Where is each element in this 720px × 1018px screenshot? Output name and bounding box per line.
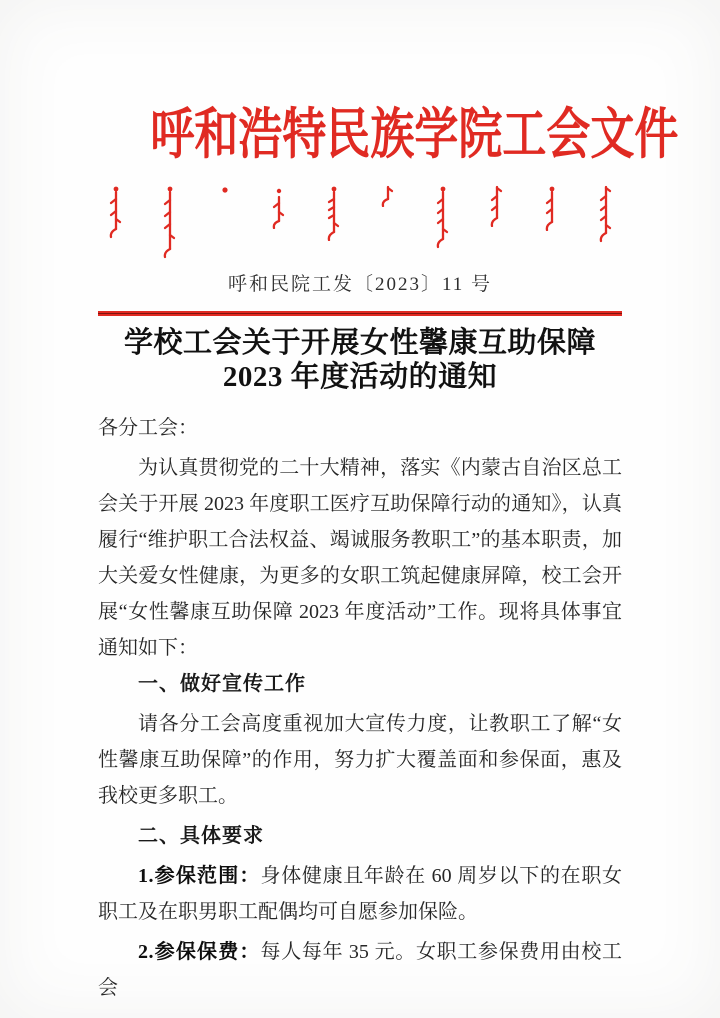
mongolian-script-icon xyxy=(489,185,505,227)
notice-title-line2: 2023 年度活动的通知 xyxy=(222,361,498,393)
item-scope-text: 身体健康且年龄在 60 周岁以下的在职女职工及在职男职工配偶均可自愿参加保险。 xyxy=(98,865,623,923)
item-premium-label: 2.参保保费： xyxy=(138,941,261,963)
paragraph-intro: 为认真贯彻党的二十大精神，落实《内蒙古自治区总工会关于开展 2023 年度职工医疗互助保障行动的通知》，认真履行“维护职工合法权益、竭诚服务教职工”的基本职责，加大关爱女性健康，为更多的女职工筑起健康屏障，校工会开展“女性馨康互助保障 2023 年度活动”工作。现将具体事宜通知如下： xyxy=(98,457,622,659)
section-heading-2: 二、具体要求 xyxy=(138,825,264,847)
mongolian-script-icon xyxy=(326,185,342,241)
salutation: 各分工会： xyxy=(98,417,198,439)
item-scope-label: 1.参保范围： xyxy=(138,865,261,887)
section-heading-1: 一、做好宣传工作 xyxy=(138,673,306,695)
item-scope xyxy=(98,858,622,930)
mongolian-script-icon xyxy=(162,185,178,259)
notice-body xyxy=(98,410,622,1006)
mongolian-script-icon xyxy=(271,185,287,229)
item-premium-text: 每人每年 35 元。女职工参保费用由校工会 xyxy=(98,941,623,999)
letterhead-org-title: 呼和浩特民族学院工会文件 xyxy=(150,104,679,165)
mongolian-script-icon xyxy=(217,185,233,197)
mongolian-script-band xyxy=(98,185,622,263)
document-content xyxy=(98,90,679,1006)
mongolian-script-icon xyxy=(544,185,560,231)
notice-title xyxy=(98,326,622,394)
document-number: 呼和民院工发〔2023〕11 号 xyxy=(227,274,493,295)
paragraph-publicity: 请各分工会高度重视加大宣传力度，让教职工了解“女性馨康互助保障”的作用，努力扩大覆盖面和参保面，惠及我校更多职工。 xyxy=(98,713,622,807)
mongolian-script-icon xyxy=(108,185,124,239)
mongolian-script-icon xyxy=(598,185,614,243)
notice-title-line1: 学校工会关于开展女性馨康互助保障 xyxy=(123,327,596,359)
red-separator-rule xyxy=(98,311,622,316)
mongolian-script-icon xyxy=(380,185,396,207)
mongolian-script-icon xyxy=(435,185,451,249)
item-premium xyxy=(98,934,622,1006)
